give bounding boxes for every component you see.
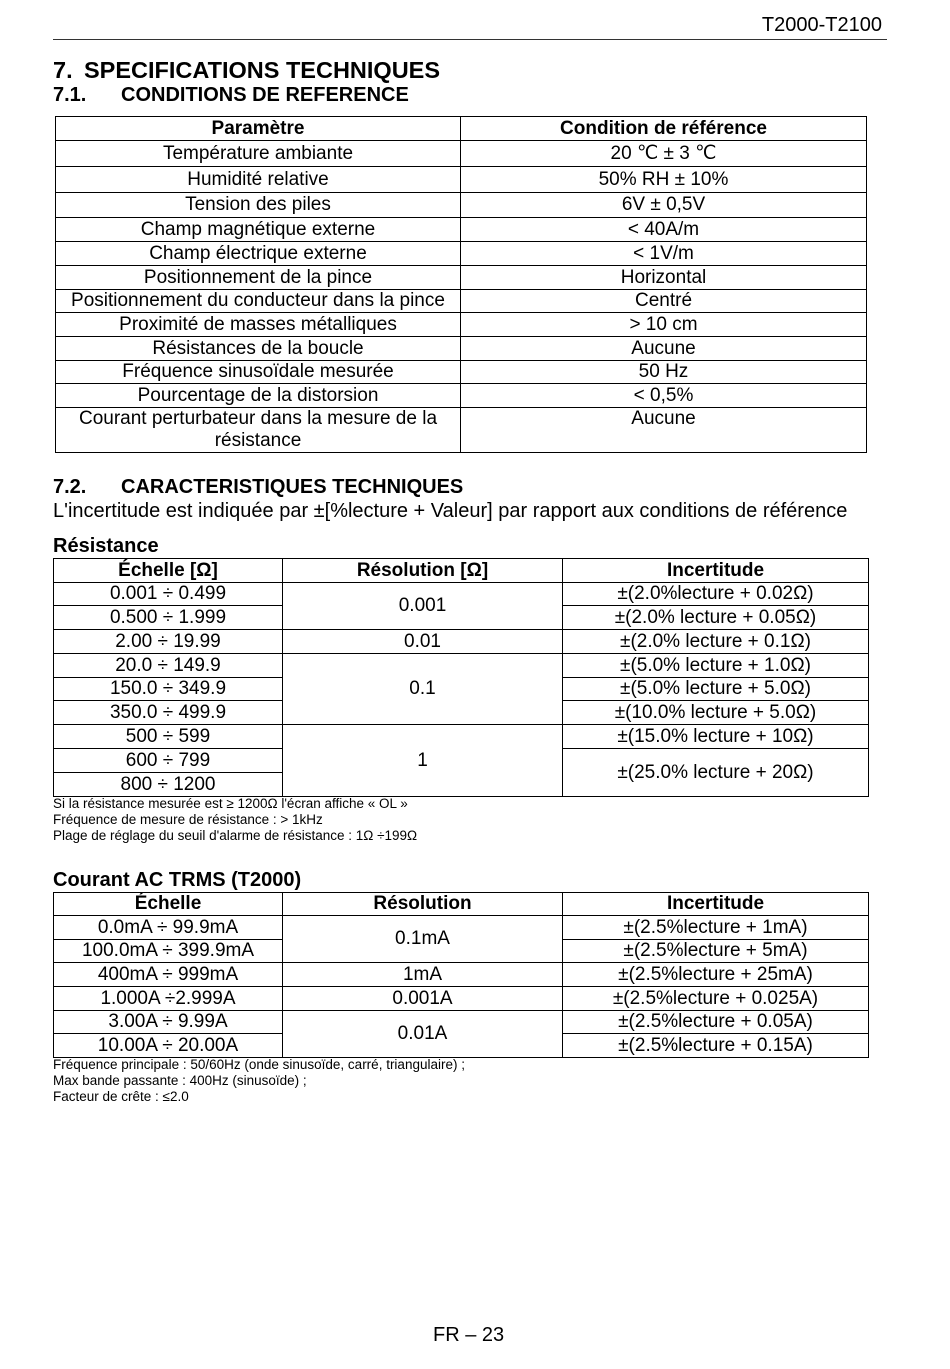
uncertainty-cell: ±(2.5%lecture + 25mA) <box>563 963 869 987</box>
reference-condition-cell: > 10 cm <box>461 313 867 337</box>
parameter-cell: Proximité de masses métalliques <box>56 313 461 337</box>
resolution-cell: 0.001 <box>283 583 563 630</box>
range-cell: 0.001 ÷ 0.499 <box>54 583 283 606</box>
parameter-cell: Température ambiante <box>56 141 461 167</box>
range-cell: 500 ÷ 599 <box>54 725 283 749</box>
reference-condition-cell: Aucune <box>461 408 867 453</box>
range-cell: 100.0mA ÷ 399.9mA <box>54 940 283 963</box>
resolution-cell: 1mA <box>283 963 563 987</box>
range-cell: 1.000A ÷2.999A <box>54 987 283 1011</box>
parameter-cell: Champ magnétique externe <box>56 218 461 242</box>
resolution-cell: 1 <box>283 725 563 797</box>
uncertainty-cell: ±(2.0% lecture + 0.05Ω) <box>563 606 869 630</box>
section-7-heading <box>53 57 440 83</box>
parameter-column-header: Paramètre <box>56 117 461 141</box>
uncertainty-cell: ±(2.5%lecture + 0.05A) <box>563 1011 869 1034</box>
reference-condition-cell: < 1V/m <box>461 242 867 266</box>
range-cell: 2.00 ÷ 19.99 <box>54 630 283 654</box>
note-line: Facteur de crête : ≤2.0 <box>53 1089 189 1104</box>
range-column-header: Échelle [Ω] <box>54 559 283 583</box>
note-line: Fréquence de mesure de résistance : > 1kHz <box>53 812 323 827</box>
note-line: Fréquence principale : 50/60Hz (onde sinusoïde, carré, triangulaire) ; <box>53 1057 465 1072</box>
reference-condition-cell: 6V ± 0,5V <box>461 193 867 218</box>
reference-condition-cell: < 0,5% <box>461 384 867 408</box>
reference-condition-cell: Horizontal <box>461 266 867 290</box>
resolution-cell: 0.1mA <box>283 916 563 963</box>
reference-condition-cell: < 40A/m <box>461 218 867 242</box>
resolution-cell: 0.001A <box>283 987 563 1011</box>
ac-current-notes <box>53 1057 465 1105</box>
parameter-cell: Résistances de la boucle <box>56 337 461 361</box>
parameter-cell: Pourcentage de la distorsion <box>56 384 461 408</box>
range-cell: 0.0mA ÷ 99.9mA <box>54 916 283 940</box>
uncertainty-cell: ±(2.5%lecture + 0.15A) <box>563 1034 869 1058</box>
resolution-column-header: Résolution <box>283 893 563 916</box>
resistance-table <box>53 558 869 797</box>
parameter-cell: Tension des piles <box>56 193 461 218</box>
uncertainty-column-header: Incertitude <box>563 559 869 583</box>
section-title: CONDITIONS DE REFERENCE <box>121 84 409 106</box>
uncertainty-cell: ±(2.0%lecture + 0.02Ω) <box>563 583 869 606</box>
header-divider <box>53 39 887 40</box>
document-code: T2000-T2100 <box>761 14 882 36</box>
range-cell: 3.00A ÷ 9.99A <box>54 1011 283 1034</box>
note-line: Max bande passante : 400Hz (sinusoïde) ; <box>53 1073 307 1088</box>
section-7-1-heading <box>53 84 409 106</box>
resistance-heading: Résistance <box>53 535 159 557</box>
uncertainty-cell: ±(2.5%lecture + 0.025A) <box>563 987 869 1011</box>
range-cell: 0.500 ÷ 1.999 <box>54 606 283 630</box>
reference-condition-cell: 20 ℃ ± 3 ℃ <box>461 141 867 167</box>
uncertainty-cell: ±(5.0% lecture + 1.0Ω) <box>563 654 869 678</box>
uncertainty-cell: ±(10.0% lecture + 5.0Ω) <box>563 701 869 725</box>
note-line: Plage de réglage du seuil d'alarme de résistance : 1Ω ÷199Ω <box>53 828 418 843</box>
uncertainty-cell: ±(2.5%lecture + 5mA) <box>563 940 869 963</box>
section-number: 7. <box>53 57 73 83</box>
range-cell: 150.0 ÷ 349.9 <box>54 678 283 701</box>
resistance-notes <box>53 796 417 844</box>
resolution-cell: 0.01A <box>283 1011 563 1058</box>
reference-condition-cell: 50 Hz <box>461 361 867 384</box>
range-cell: 350.0 ÷ 499.9 <box>54 701 283 725</box>
reference-condition-column-header: Condition de référence <box>461 117 867 141</box>
uncertainty-cell: ±(25.0% lecture + 20Ω) <box>563 749 869 797</box>
reference-condition-cell: Aucune <box>461 337 867 361</box>
uncertainty-cell: ±(2.0% lecture + 0.1Ω) <box>563 630 869 654</box>
range-cell: 800 ÷ 1200 <box>54 773 283 797</box>
uncertainty-cell: ±(5.0% lecture + 5.0Ω) <box>563 678 869 701</box>
section-title: CARACTERISTIQUES TECHNIQUES <box>121 476 464 498</box>
parameter-cell: Humidité relative <box>56 167 461 193</box>
ac-current-heading: Courant AC TRMS (T2000) <box>53 869 302 891</box>
range-cell: 600 ÷ 799 <box>54 749 283 773</box>
section-number: 7.1. <box>53 84 87 106</box>
ac-current-table <box>53 892 869 1058</box>
uncertainty-cell: ±(2.5%lecture + 1mA) <box>563 916 869 940</box>
parameter-cell: Positionnement de la pince <box>56 266 461 290</box>
range-cell: 10.00A ÷ 20.00A <box>54 1034 283 1058</box>
range-column-header: Échelle <box>54 893 283 916</box>
range-cell: 400mA ÷ 999mA <box>54 963 283 987</box>
reference-condition-cell: Centré <box>461 290 867 313</box>
uncertainty-cell: ±(15.0% lecture + 10Ω) <box>563 725 869 749</box>
note-line: Si la résistance mesurée est ≥ 1200Ω l'écran affiche « OL » <box>53 796 408 811</box>
resolution-cell: 0.01 <box>283 630 563 654</box>
uncertainty-intro: L'incertitude est indiquée par ±[%lecture + Valeur] par rapport aux conditions de référence <box>53 500 848 522</box>
reference-condition-cell: 50% RH ± 10% <box>461 167 867 193</box>
section-number: 7.2. <box>53 476 87 498</box>
parameter-cell: Fréquence sinusoïdale mesurée <box>56 361 461 384</box>
resolution-cell: 0.1 <box>283 654 563 725</box>
section-title: SPECIFICATIONS TECHNIQUES <box>84 57 441 83</box>
reference-conditions-table <box>55 116 867 453</box>
section-7-2-heading <box>53 476 463 498</box>
parameter-cell: Courant perturbateur dans la mesure de la résistance <box>56 408 461 453</box>
parameter-cell: Champ électrique externe <box>56 242 461 266</box>
range-cell: 20.0 ÷ 149.9 <box>54 654 283 678</box>
resolution-column-header: Résolution [Ω] <box>283 559 563 583</box>
uncertainty-column-header: Incertitude <box>563 893 869 916</box>
page-number: FR – 23 <box>433 1324 505 1346</box>
parameter-cell: Positionnement du conducteur dans la pince <box>56 290 461 313</box>
